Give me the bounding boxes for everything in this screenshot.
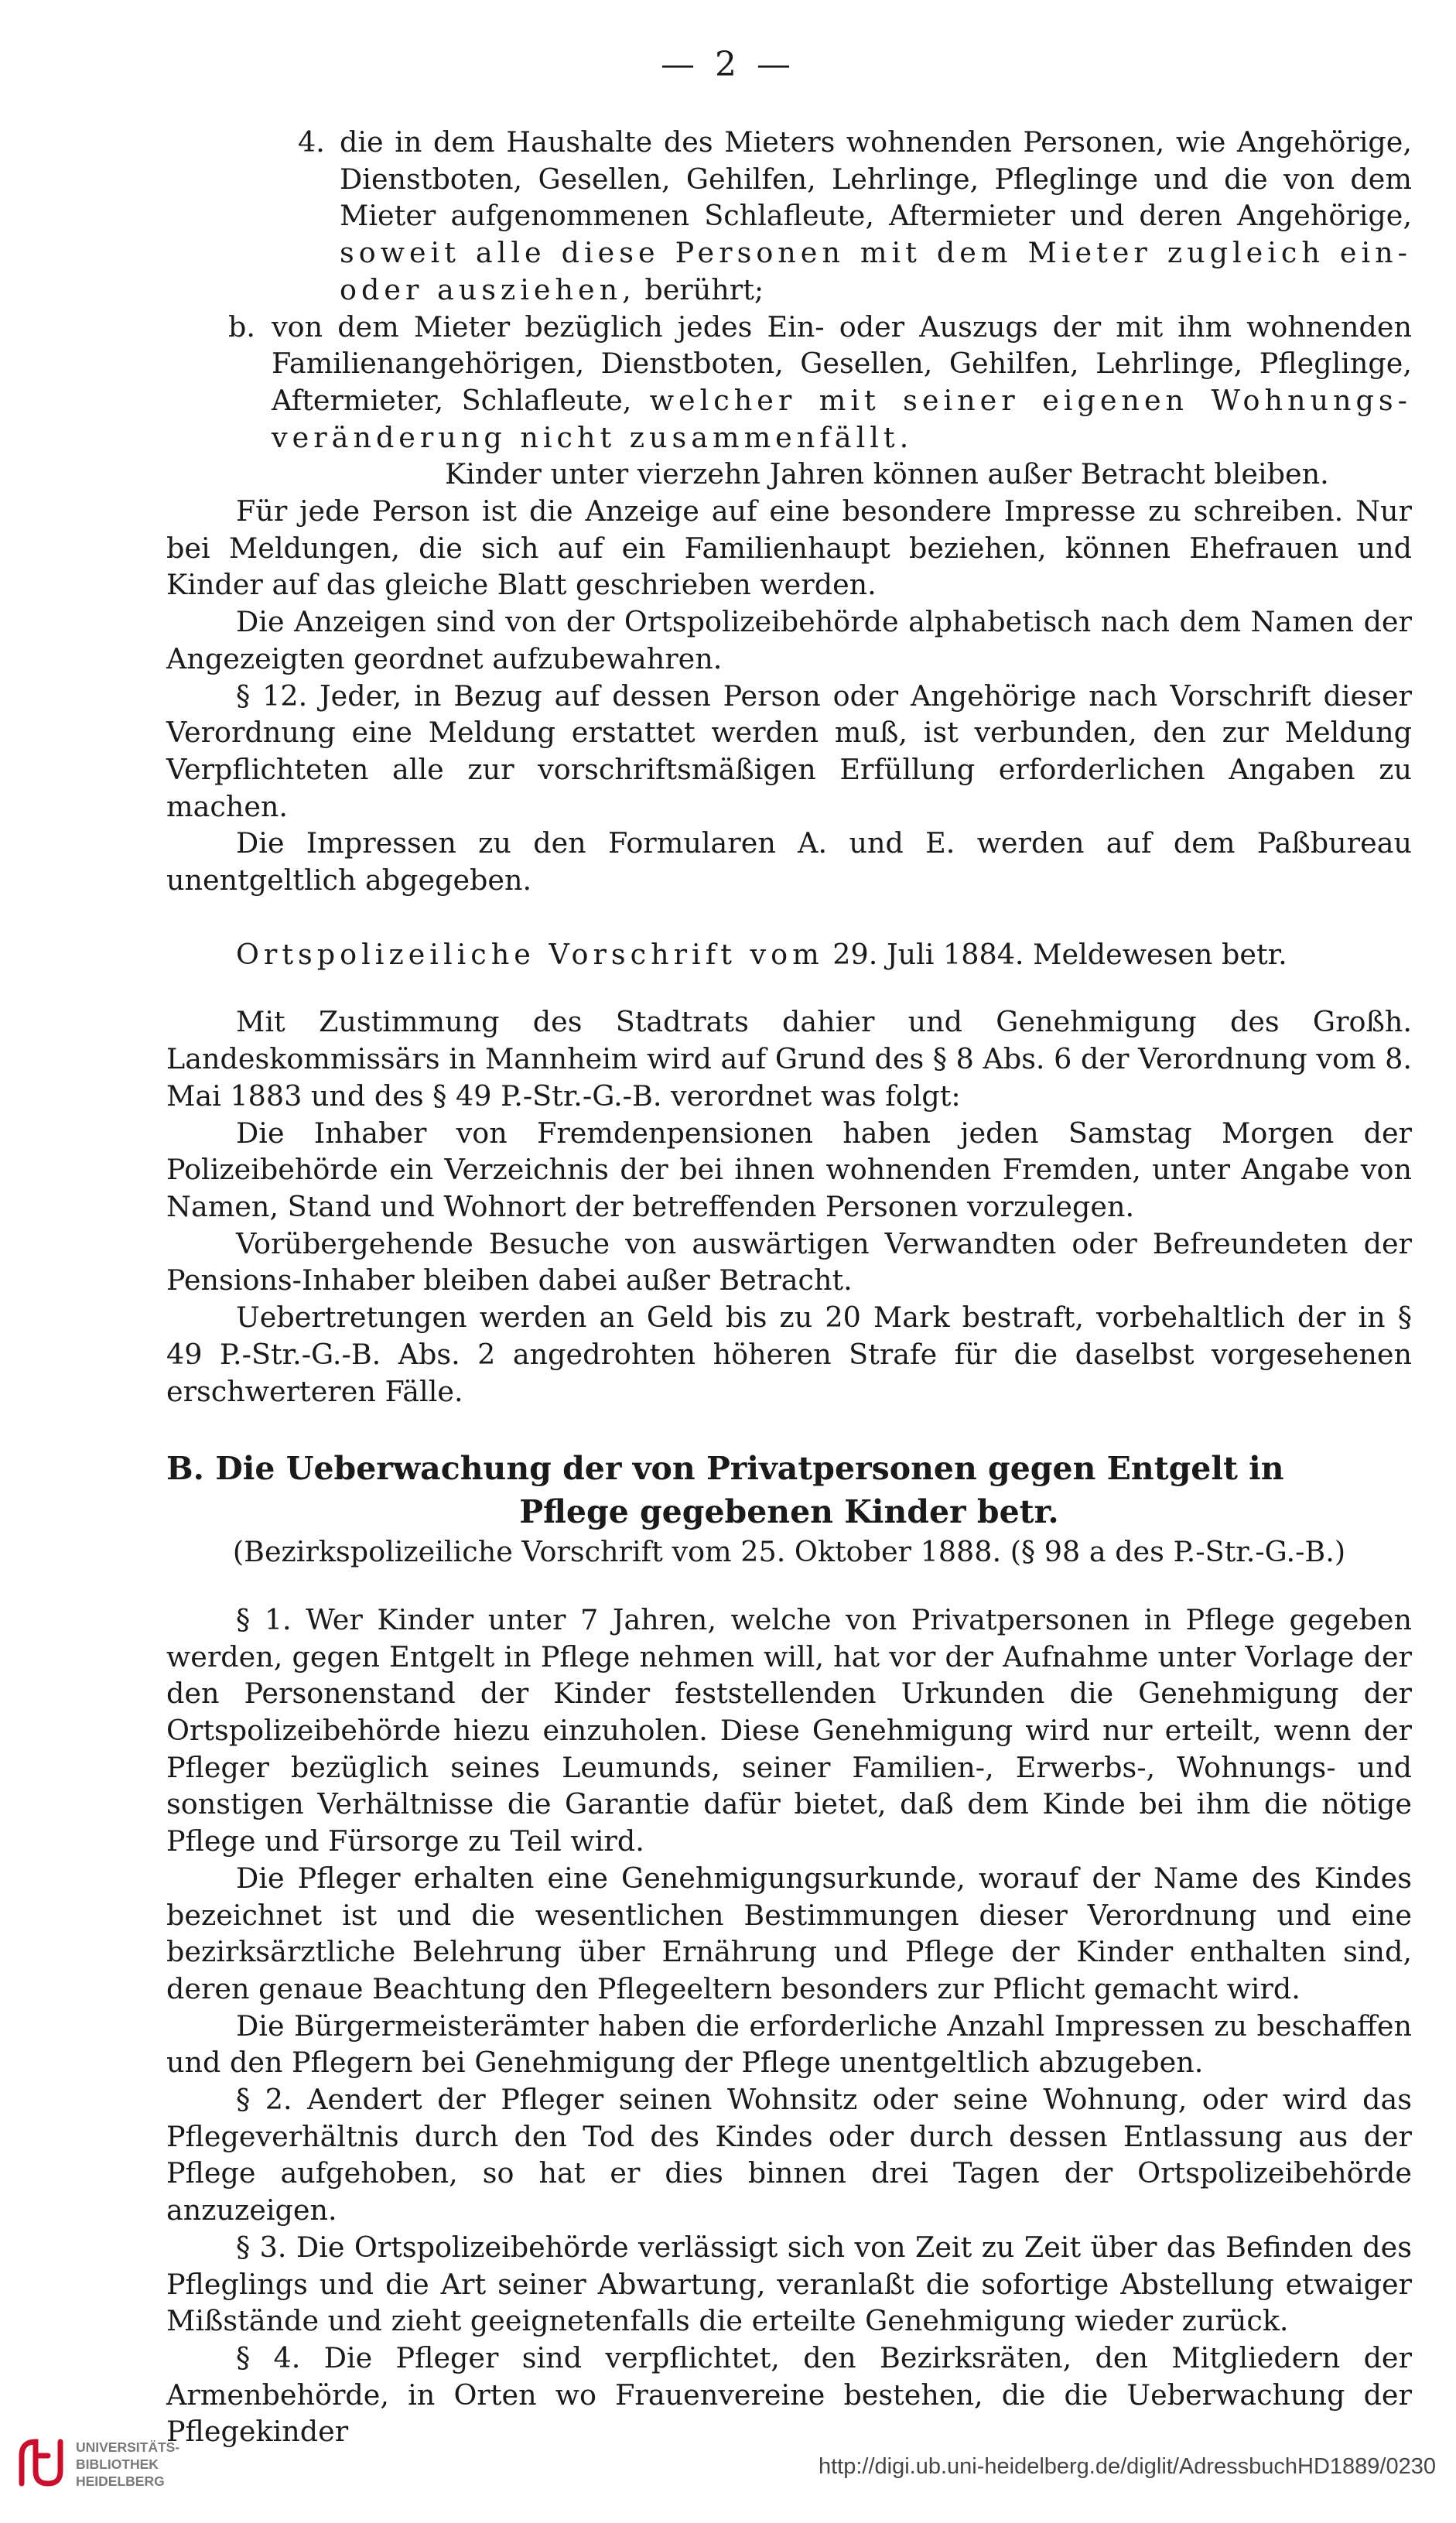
section-a-title-spaced: Ortspolizeiliche Vorschrift vom (236, 937, 824, 971)
paragraph: Vorübergehende Besuche von auswärtigen Verwandten oder Befreundeten der Pensions-Inhaber bleiben dabei außer Betracht. (166, 1226, 1412, 1297)
page-number: — 2 — (661, 45, 795, 84)
paragraph: § 2. Aendert der Pfleger seinen Wohnsitz oder seine Wohnung, oder wird das Pflegeverhältnis durch den Tod des Kindes oder durch dessen Entlassung aus der Pflege aufgehoben, so hat er dies binnen drei Tagen der Ortspolizeibehörde anzuzeigen. (166, 2083, 1412, 2227)
paragraph: Uebertretungen werden an Geld bis zu 20 Mark bestraft, vorbehaltlich der in § 49 P.-Str.-G.-B. Abs. 2 angedrohten höheren Strafe für die daselbst vorgesehenen erschwerteren Fälle. (166, 1301, 1412, 1408)
paragraph: § 4. Die Pfleger sind verpflichtet, den Bezirksräten, den Mitgliedern der Armenbehörde, in Orten wo Frauenvereine bestehen, die die Ueberwachung der Pflegekinder (166, 2340, 1412, 2449)
section-a-title (166, 936, 1412, 973)
paragraph: Die Pfleger erhalten eine Genehmigungsurkunde, worauf der Name des Kindes bezeichnet ist und die wesentlichen Bestimmungen dieser Verordnung und eine bezirksärztliche Belehrung über Ernährung und Pflege der Kinder enthalten sind, deren genaue Beachtung den Pflegeeltern besonders zur Pflicht gemacht wird. (166, 1861, 1412, 2005)
logo-line: UNIVERSITÄTS- (76, 2439, 180, 2455)
list-marker: 4. (298, 125, 325, 159)
spaced-emphasis: welcher mit seiner eigenen Wohnungs- veränderung nicht zusammenfällt. (272, 383, 1412, 454)
section-b-subheading: (Bezirkspolizeiliche Vorschrift vom 25. Oktober 1888. (§ 98 a des P.-Str.-G.-B.) (232, 1535, 1346, 1569)
paragraph: § 12. Jeder, in Bezug auf dessen Person oder Angehörige nach Vorschrift dieser Verordnung eine Meldung erstattet werden muß, ist verbunden, den zur Meldung Verpflichteten alle zur vorschriftsmäßigen Erfüllung erforderlichen Angaben zu machen. (166, 679, 1412, 823)
footer (0, 2422, 1456, 2507)
spacer (166, 1571, 1412, 1602)
section-b-heading-line1: B. Die Ueberwachung der von Privatpersonen gegen Entgelt in (166, 1450, 1284, 1488)
list-marker: b. (228, 309, 255, 344)
section-b-heading (166, 1447, 1412, 1533)
section-a-title-rest: 29. Juli 1884. Meldewesen betr. (832, 937, 1287, 971)
list-item-tail: berührt; (644, 272, 764, 306)
spaced-emphasis: soweit alle diese Personen mit dem Mieter zugleich ein- oder ausziehen, (340, 236, 1412, 306)
paragraph: Für jede Person ist die Anzeige auf eine besondere Impresse zu schreiben. Nur bei Meldungen, die sich auf ein Familienhaupt beziehen, können Ehefrauen und Kinder auf das gleiche Blatt geschrieben werden. (166, 494, 1412, 602)
source-url-link[interactable]: http://digi.ub.uni-heidelberg.de/diglit/AdressbuchHD1889/0230 (818, 2454, 1436, 2479)
list-item-text (340, 124, 1412, 309)
logo-line: HEIDELBERG (76, 2473, 165, 2489)
body-text (166, 124, 1412, 2450)
paragraph: Die Anzeigen sind von der Ortspolizeibehörde alphabetisch nach dem Namen der Angezeigten geordnet aufzubewahren. (166, 605, 1412, 675)
paragraph: Die Bürgermeisterämter haben die erforderliche Anzahl Impressen zu beschaffen und den Pflegern bei Genehmigung der Pflege unentgeltlich abzugeben. (166, 2008, 1412, 2080)
list-item-text (272, 309, 1412, 456)
list-item-body: von dem Mieter bezüglich jedes Ein- oder Auszugs der mit ihm wohnenden Familienangehörigen, Dienstboten, Gesellen, Gehilfen, Lehrlinge, Pfleglinge, Aftermieter, Schlafleute, (272, 309, 1412, 417)
spacer (166, 973, 1412, 1003)
spacer (166, 899, 1412, 936)
list-item-body: die in dem Haushalte des Mieters wohnenden Personen, wie Angehörige, Dienstboten, Gesellen, Gehilfen, Lehrlinge, Pfleglinge und die von dem Mieter aufgenommenen Schlafleute, Aftermieter und deren Angehörige, (340, 125, 1412, 233)
paragraph: Kinder unter vierzehn Jahren können außer Betracht bleiben. (445, 457, 1329, 491)
section-b-heading-line2: Pflege gegebenen Kinder betr. (519, 1493, 1059, 1531)
spacer (166, 1410, 1412, 1447)
library-logo-icon[interactable] (14, 2432, 68, 2494)
list-item-a (298, 124, 1412, 309)
list-item-b (228, 309, 1412, 456)
library-logo-text (76, 2439, 179, 2490)
logo-line: BIBLIOTHEK (76, 2456, 159, 2472)
paragraph: § 1. Wer Kinder unter 7 Jahren, welche von Privatpersonen in Pflege gegeben werden, gegen Entgelt in Pflege nehmen will, hat vor der Aufnahme unter Vorlage der den Personenstand der Kinder feststellenden Urkunden die Genehmigung der Ortspolizeibehörde hiezu einzuholen. Diese Genehmigung wird nur erteilt, wenn der Pfleger bezüglich seines Leumunds, seiner Familien-, Erwerbs-, Wohnungs- und sonstigen Verhältnisse die Garantie dafür bietet, daß dem Kinde bei ihm die nötige Pflege und Fürsorge zu Teil wird. (166, 1602, 1412, 1858)
paragraph: Mit Zustimmung des Stadtrats dahier und Genehmigung des Großh. Landeskommissärs in Mannheim wird auf Grund des § 8 Abs. 6 der Verordnung vom 8. Mai 1883 und des § 49 P.-Str.-G.-B. verordnet was folgt: (166, 1005, 1412, 1113)
paragraph: § 3. Die Ortspolizeibehörde verlässigt sich von Zeit zu Zeit über das Befinden des Pfleglings und die Art seiner Abwartung, veranlaßt die sofortige Abstellung etwaiger Mißstände und zieht geeignetenfalls die erteilte Genehmigung wieder zurück. (166, 2230, 1412, 2338)
paragraph: Die Inhaber von Fremdenpensionen haben jeden Samstag Morgen der Polizeibehörde ein Verzeichnis der bei ihnen wohnenden Fremden, unter Angabe von Namen, Stand und Wohnort der betreffenden Personen vorzulegen. (166, 1116, 1412, 1223)
paragraph: Die Impressen zu den Formularen A. und E. werden auf dem Paßbureau unentgeltlich abgegeben. (166, 826, 1412, 897)
